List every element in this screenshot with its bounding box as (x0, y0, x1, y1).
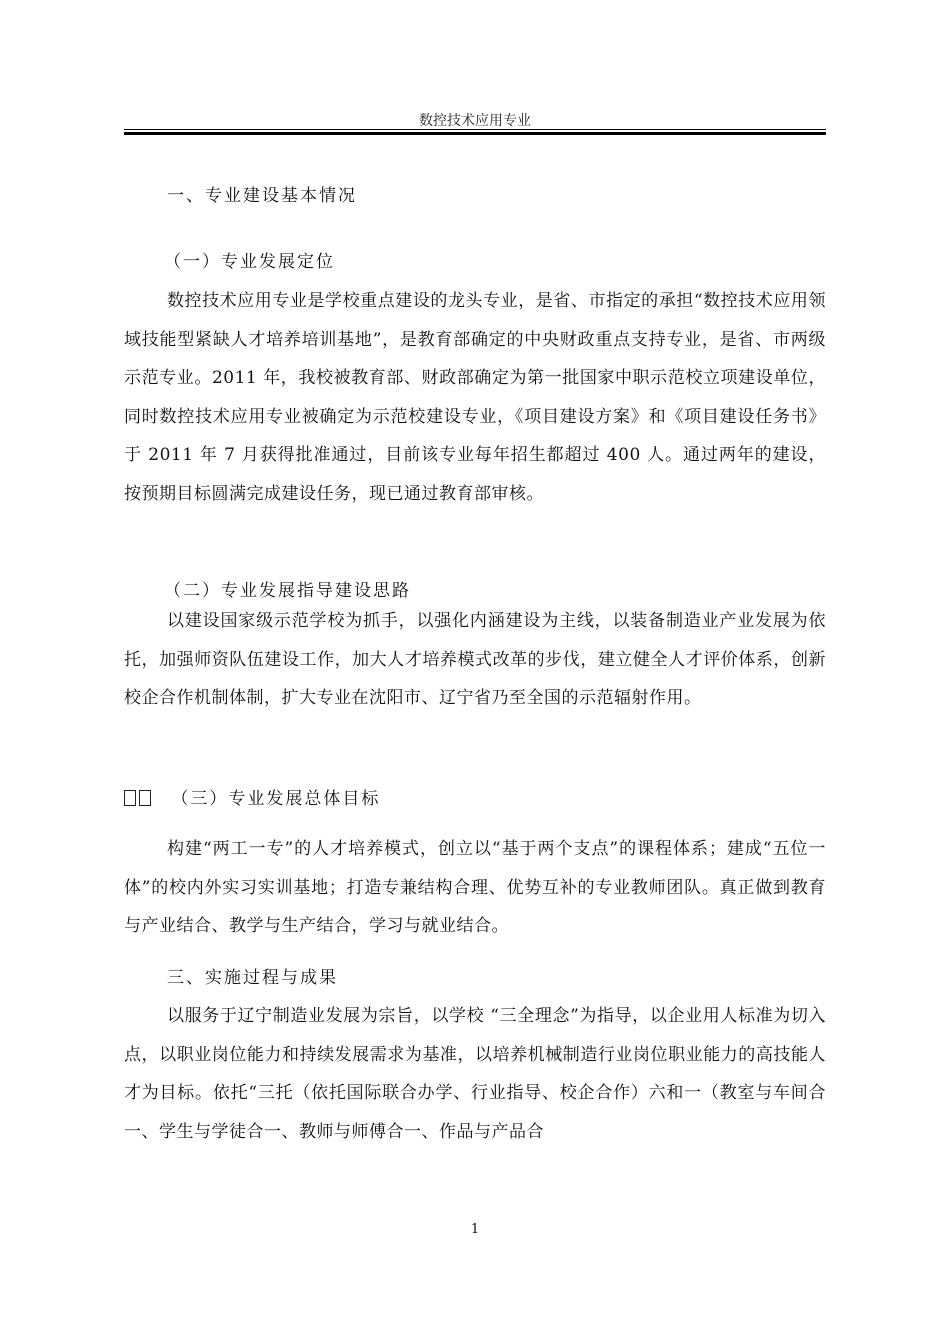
paragraph-positioning: 数控技术应用专业是学校重点建设的龙头专业，是省、市指定的承担“数控技术应用领域技能型紧缺人才培养培训基地”，是教育部确定的中央财政重点支持专业，是省、市两级示范专业。2011 年，我校被教育部、财政部确定为第一批国家中职示范校立项建设单位，同时数控技术应用专业被确定为示范校建设专业，《项目建设方案》和《项目建设任务书》于 2011 年 7 月获得批准通过，目前该专业每年招生都超过 400 人。通过两年的建设，按预期目标圆满完成建设任务，现已通过教育部审核。 (124, 291, 826, 504)
missing-glyph-marks (124, 789, 158, 809)
subsection-heading-1: （一）专业发展定位 (164, 252, 335, 272)
section-heading-1: 一、专业建设基本情况 (167, 186, 357, 206)
section-heading-3: 三、实施过程与成果 (167, 968, 338, 988)
subsection-heading-2: （二）专业发展指导建设思路 (164, 581, 411, 601)
page-number: 1 (470, 1222, 480, 1237)
paragraph-goals: 构建“两工一专”的人才培养模式，创立以“基于两个支点”的课程体系；建成“五位一体”的校内外实习实训基地；打造专兼结构合理、优势互补的专业教师团队。真正做到教育与产业结合、教学与生产结合，学习与就业结合。 (124, 839, 826, 937)
paragraph-implementation: 以服务于辽宁制造业发展为宗旨，以学校 “三全理念”为指导，以企业用人标准为切入点，以职业岗位能力和持续发展需求为基准，以培养机械制造行业岗位职业能力的高技能人才为目标。依托“三托（依托国际联合办学、行业指导、校企合作）六和一（教室与车间合一、学生与学徒合一、教师与师傅合一、作品与产品合 (124, 1006, 826, 1142)
header-rule-thin (124, 129, 826, 130)
paragraph-guidance: 以建设国家级示范学校为抓手，以强化内涵建设为主线，以装备制造业产业发展为依托，加强师资队伍建设工作，加大人才培养模式改革的步伐，建立健全人才评价体系，创新校企合作机制体制，扩大专业在沈阳市、辽宁省乃至全国的示范辐射作用。 (124, 611, 826, 709)
subsection-heading-3 (124, 784, 380, 809)
header-rule-thick (124, 132, 826, 135)
subsection-heading-3-text: （三）专业发展总体目标 (171, 789, 381, 809)
header-title: 数控技术应用专业 (419, 113, 531, 129)
